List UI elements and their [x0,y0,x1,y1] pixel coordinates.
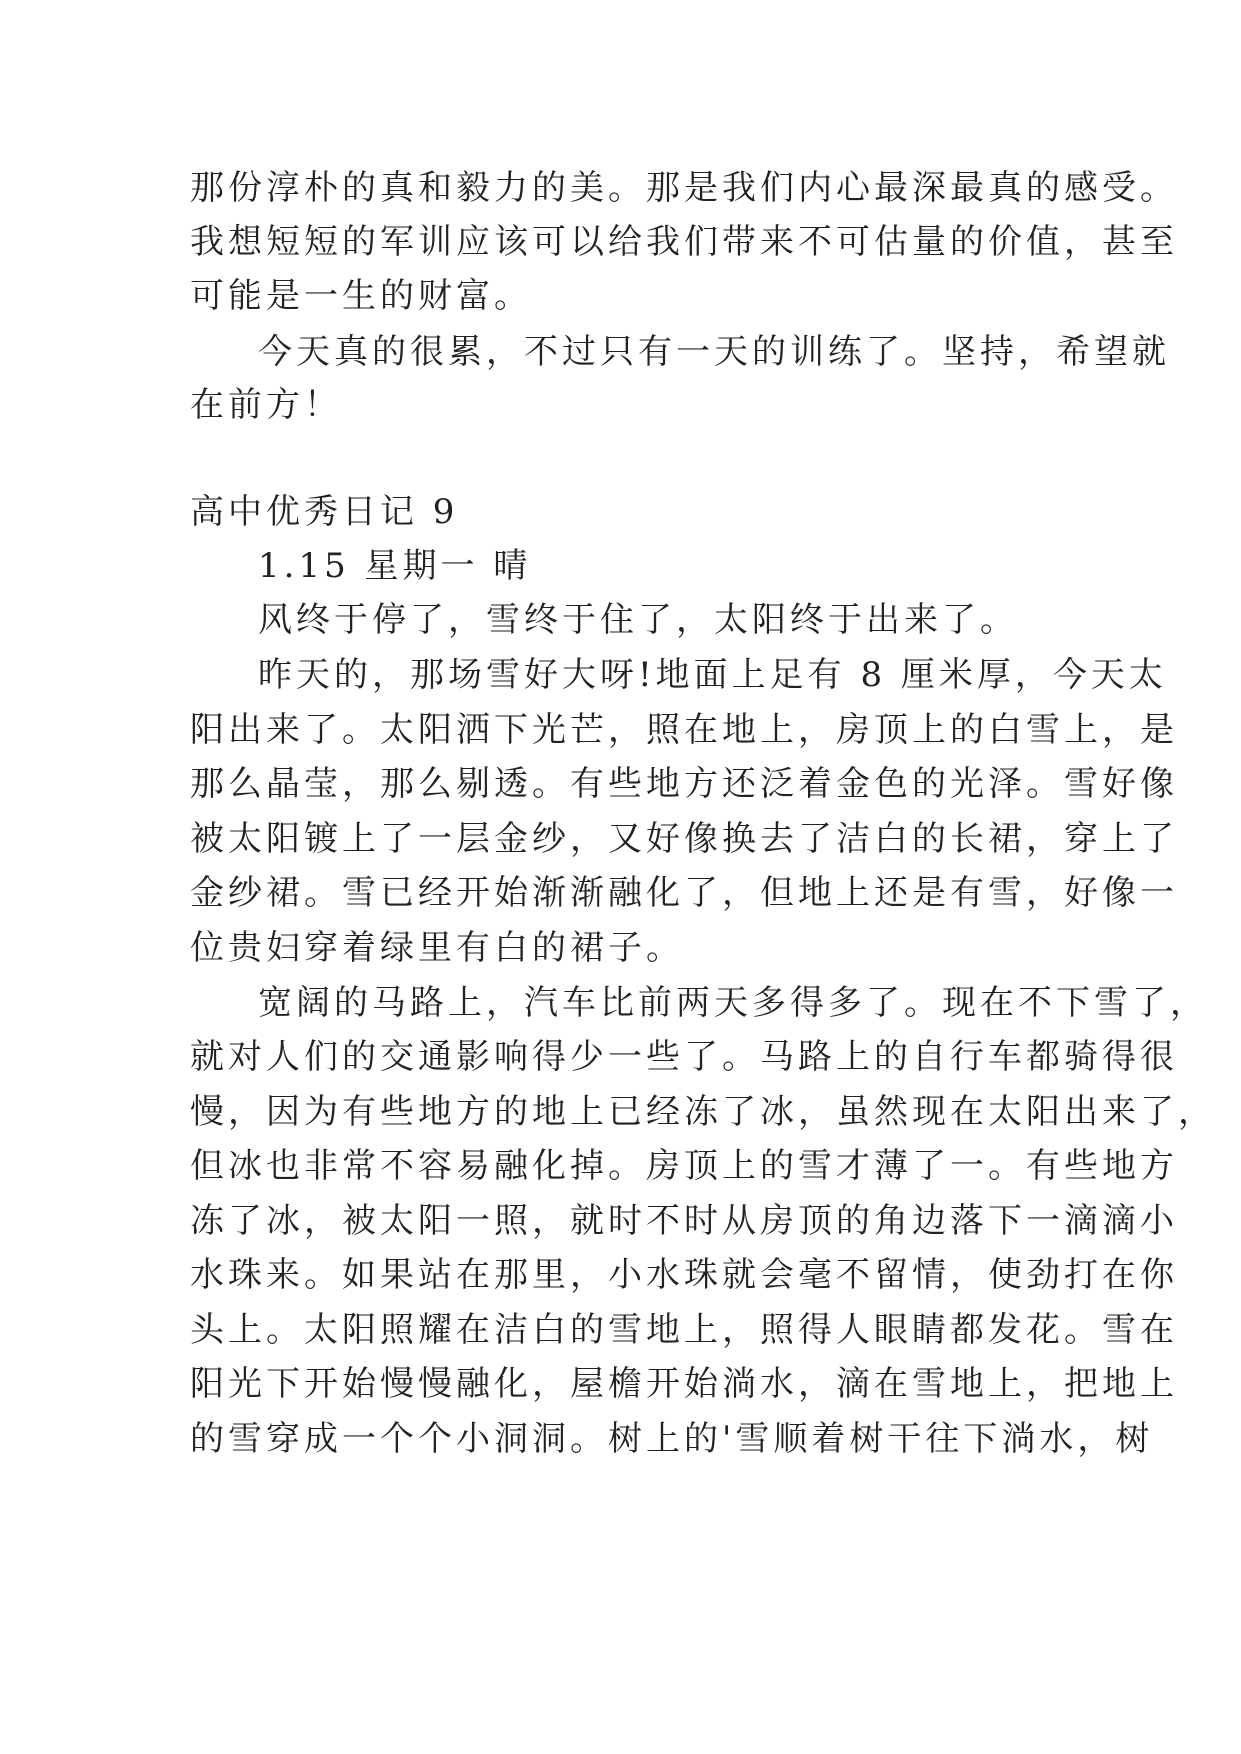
text-line-23: 的雪穿成一个个小洞洞。树上的'雪顺着树干往下淌水，树 [190,1419,1154,1459]
text-line-17: 慢，因为有些地方的地上已经冻了冰，虽然现在太阳出来了， [190,1092,1216,1132]
date-line: 1.15 星期一 晴 [258,546,532,586]
text-line-3: 可能是一生的财富。 [190,276,532,316]
text-line-11: 那么晶莹，那么剔透。有些地方还泛着金色的光泽。雪好像 [190,764,1178,804]
text-line-14: 位贵妇穿着绿里有白的裙子。 [190,928,684,968]
text-line-8: 风终于停了，雪终于住了，太阳终于出来了。 [258,600,1018,640]
section-heading: 高中优秀日记 9 [190,492,459,532]
text-line-9: 昨天的，那场雪好大呀!地面上足有 8 厘米厚，今天太 [258,655,1167,695]
text-line-22: 阳光下开始慢慢融化，屋檐开始淌水，滴在雪地上，把地上 [190,1364,1178,1404]
text-line-10: 阳出来了。太阳洒下光芒，照在地上，房顶上的白雪上，是 [190,710,1178,750]
text-line-18: 但冰也非常不容易融化掉。房顶上的雪才薄了一。有些地方 [190,1146,1178,1186]
text-line-4: 今天真的很累，不过只有一天的训练了。坚持，希望就 [258,332,1170,372]
text-line-13: 金纱裙。雪已经开始渐渐融化了，但地上还是有雪，好像一 [190,873,1178,913]
text-line-1: 那份淳朴的真和毅力的美。那是我们内心最深最真的感受。 [190,168,1178,208]
text-line-20: 水珠来。如果站在那里，小水珠就会毫不留情，使劲打在你 [190,1255,1178,1295]
text-line-5: 在前方！ [190,385,342,425]
text-line-21: 头上。太阳照耀在洁白的雪地上，照得人眼睛都发花。雪在 [190,1310,1178,1350]
text-line-19: 冻了冰，被太阳一照，就时不时从房顶的角边落下一滴滴小 [190,1201,1178,1241]
text-line-16: 就对人们的交通影响得少一些了。马路上的自行车都骑得很 [190,1037,1178,1077]
text-line-2: 我想短短的军训应该可以给我们带来不可估量的价值，甚至 [190,222,1178,262]
text-line-12: 被太阳镀上了一层金纱，又好像换去了洁白的长裙，穿上了 [190,819,1178,859]
text-line-15: 宽阔的马路上，汽车比前两天多得多了。现在不下雪了， [258,983,1208,1023]
